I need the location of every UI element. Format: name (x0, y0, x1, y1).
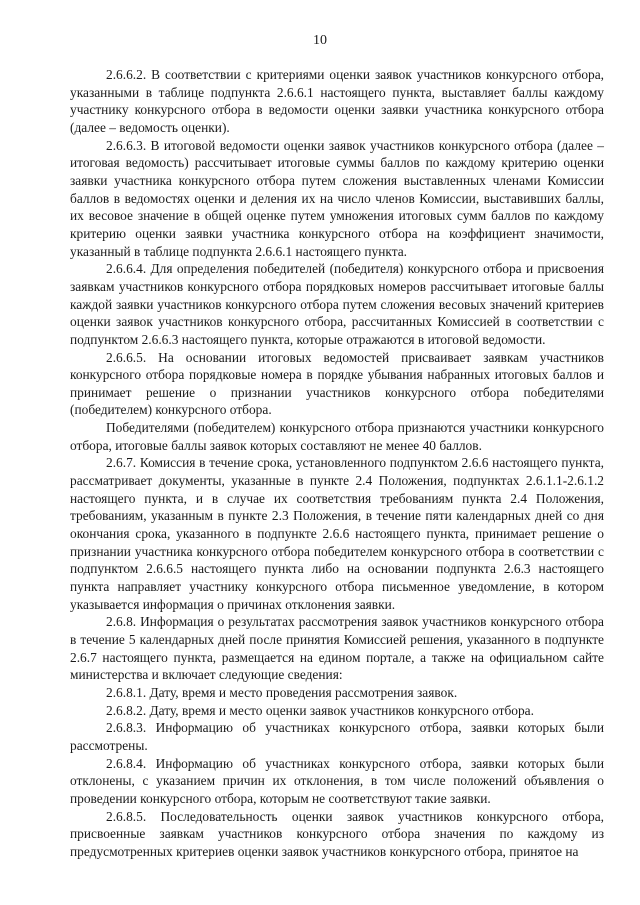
paragraph-2-6-8-2: 2.6.8.2. Дату, время и место оценки заявок участников конкурсного отбора. (106, 702, 534, 718)
paragraph-2-6-7: 2.6.7. Комиссия в течение срока, установленного подпунктом 2.6.6 настоящего пункта, рассматривает документы, указанные в пункте 2.4 Положения, подпунктах 2.6.1.1-2.6.1.2 настоящего пункта, и в случае их соответствия требованиям пункта 2.4 Положения, требованиям, указанным в пункте 2.3 Положения, в течение пяти календарных дней со дня окончания срока, указанного в подпункте 2.6.6 настоящего пункта, принимает решение о признании участника конкурсного отбора победителем конкурсного отбора в соответствии с подпунктом 2.6.6.5 настоящего пункта либо на основании подпункта 2.6.3 настоящего пункта направляет участнику конкурсного отбора письменное уведомление, в котором указывается информация о причинах отклонения заявки. (70, 455, 604, 612)
paragraph-2-6-8-1: 2.6.8.1. Дату, время и место проведения рассмотрения заявок. (106, 684, 458, 700)
paragraph-2-6-8-5: 2.6.8.5. Последовательность оценки заявок участников конкурсного отбора, присвоенные заявкам участников конкурсного отбора значения по каждому из предусмотренных критериев оценки заявок участников конкурсного отбора, принятое на (70, 808, 604, 859)
paragraph-2-6-8-4: 2.6.8.4. Информацию об участниках конкурсного отбора, заявки которых были отклонены, с указанием причин их отклонения, в том числе положений объявления о проведении конкурсного отбора, которым не соответствуют такие заявки. (70, 755, 604, 806)
page-number: 10 (313, 33, 327, 48)
paragraph-2-6-8: 2.6.8. Информация о результатах рассмотрения заявок участников конкурсного отбора в течение 5 календарных дней после принятия Комиссией решения, указанного в подпункте 2.6.7 настоящего пункта, размещается на едином портале, а также на официальном сайте министерства и включает следующие сведения: (70, 614, 604, 683)
paragraph-2-6-6-2: 2.6.6.2. В соответствии с критериями оценки заявок участников конкурсного отбора, указанными в таблице подпункта 2.6.6.1 настоящего пункта, выставляет баллы каждому участнику конкурсного отбора в ведомости оценки заявки участника конкурсного отбора (далее – ведомость оценки). (70, 67, 604, 135)
paragraph-winners: Победителями (победителем) конкурсного отбора признаются участники конкурсного отбора, итоговые баллы заявок которых составляют не менее 40 баллов. (70, 420, 604, 453)
paragraph-2-6-8-3: 2.6.8.3. Информацию об участниках конкурсного отбора, заявки которых были рассмотрены. (70, 720, 604, 753)
document-body (70, 66, 604, 861)
paragraph-2-6-6-4: 2.6.6.4. Для определения победителей (победителя) конкурсного отбора и присвоения заявкам участников конкурсного отбора порядковых номеров рассчитывает итоговые баллы каждой заявки участников конкурсного отбора путем сложения весовых значений критериев оценки заявок участников конкурсного отбора, рассчитанных Комиссией в соответствии с подпунктом 2.6.6.3 настоящего пункта, которые отражаются в итоговой ведомости. (70, 261, 604, 347)
paragraph-2-6-6-3: 2.6.6.3. В итоговой ведомости оценки заявок участников конкурсного отбора (далее – итоговая ведомость) рассчитывает итоговые суммы баллов по каждому критерию оценки заявки участника конкурсного отбора путем сложения выставленных членами Комиссии баллов в ведомостях оценки и деления их на число членов Комиссии, выставивших баллы, их весовое значение в общей оценке путем умножения итоговых сумм баллов по каждому критерию оценки заявки участника конкурсного отбора на коэффициент значимости, указанный в таблице подпункта 2.6.6.1 настоящего пункта. (70, 137, 604, 259)
paragraph-2-6-6-5: 2.6.6.5. На основании итоговых ведомостей присваивает заявкам участников конкурсного отбора порядковые номера в порядке убывания набранных итоговых баллов и принимает решение о признании участников конкурсного отбора победителями (победителем) конкурсного отбора. (70, 349, 604, 418)
